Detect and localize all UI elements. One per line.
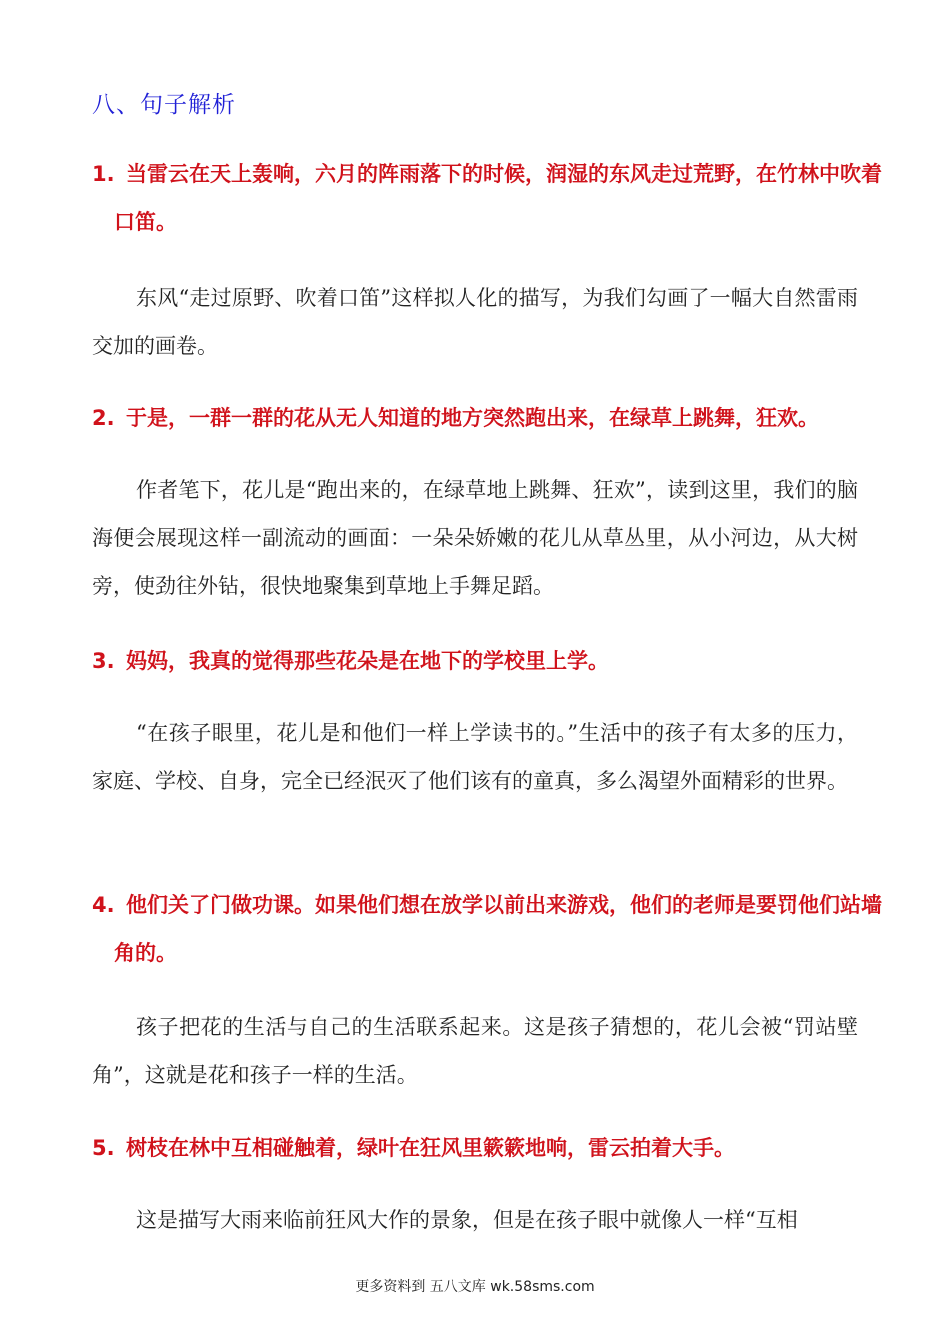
sentence-number: 1. (92, 162, 115, 186)
sentence-heading-3 (92, 637, 884, 685)
sentence-number: 4. (92, 893, 115, 917)
section-title: 八、句子解析 (92, 92, 236, 118)
sentence-text: 于是，一群一群的花从无人知道的地方突然跑出来，在绿草上跳舞，狂欢。 (126, 406, 819, 430)
sentence-heading-4 (92, 881, 884, 977)
sentence-number: 2. (92, 406, 115, 430)
sentence-analysis-2: 作者笔下，花儿是“跑出来的，在绿草地上跳舞、狂欢”，读到这里，我们的脑海便会展现这样一副流动的画面：一朵朵娇嫩的花儿从草丛里，从小河边，从大树旁，使劲往外钻，很快地聚集到草地上手舞足蹈。 (92, 478, 858, 598)
sentence-analysis-4: 孩子把花的生活与自己的生活联系起来。这是孩子猜想的，花儿会被“罚站壁角”，这就是花和孩子一样的生活。 (92, 1015, 858, 1087)
sentence-analysis-1: 东风“走过原野、吹着口笛”这样拟人化的描写，为我们勾画了一幅大自然雷雨交加的画卷。 (92, 286, 858, 358)
sentence-analysis-3: “在孩子眼里，花儿是和他们一样上学读书的。”生活中的孩子有太多的压力，家庭、学校、自身，完全已经泯灭了他们该有的童真，多么渴望外面精彩的世界。 (92, 721, 858, 793)
sentence-text: 当雷云在天上轰响，六月的阵雨落下的时候，润湿的东风走过荒野，在竹林中吹着口笛。 (114, 162, 882, 234)
sentence-heading-1 (92, 150, 884, 246)
sentence-analysis-5: 这是描写大雨来临前狂风大作的景象，但是在孩子眼中就像人一样“互相 (136, 1208, 798, 1232)
footer-source-link[interactable]: 更多资料到 五八文库 wk.58sms.com (355, 1279, 595, 1295)
sentence-heading-5 (92, 1124, 884, 1172)
sentence-heading-2 (92, 394, 884, 442)
sentence-text: 妈妈，我真的觉得那些花朵是在地下的学校里上学。 (126, 649, 609, 673)
sentence-number: 3. (92, 649, 115, 673)
sentence-text: 树枝在林中互相碰触着，绿叶在狂风里簌簌地响，雷云拍着大手。 (126, 1136, 735, 1160)
sentence-text: 他们关了门做功课。如果他们想在放学以前出来游戏，他们的老师是要罚他们站墙角的。 (114, 893, 882, 965)
sentence-number: 5. (92, 1136, 115, 1160)
